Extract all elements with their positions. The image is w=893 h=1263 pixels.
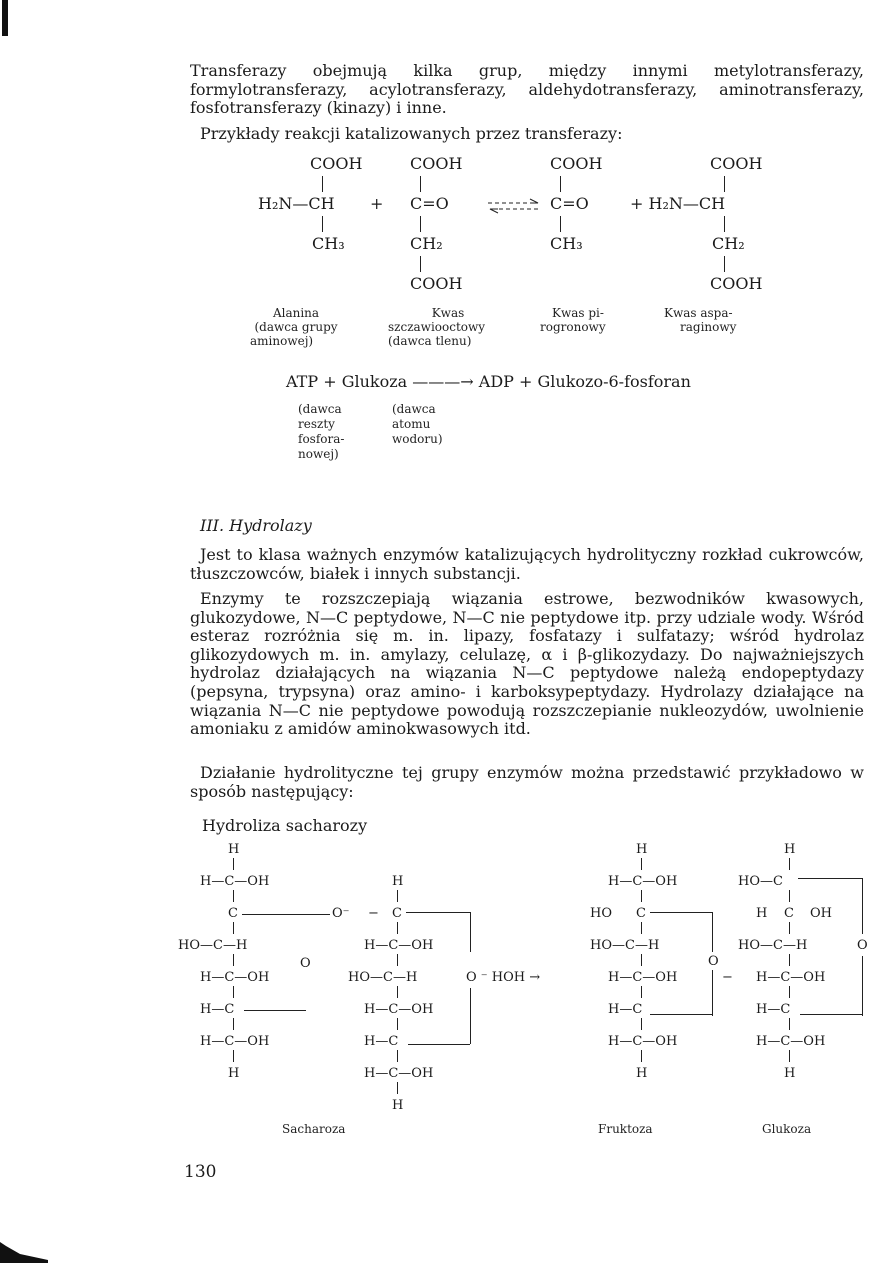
g-hoc: HO—C [738, 874, 783, 889]
caption-line: Kwas pi- [552, 306, 604, 320]
bond [712, 970, 713, 1016]
s2-hcoh-3: H—C—OH [364, 1066, 434, 1081]
g-ring-o: O [857, 938, 868, 953]
g-hoch: HO—C—H [738, 938, 808, 953]
oxaloacetate-c-o: C=O [410, 194, 449, 213]
aspartate-cooh-top: COOH [710, 154, 763, 173]
s2-hcoh-2: H—C—OH [364, 1002, 434, 1017]
bond [397, 922, 398, 934]
g-h: H [756, 906, 768, 921]
bond [724, 216, 725, 232]
g-hc: H—C [756, 1002, 791, 1017]
hydrolases-paragraph-3: Działanie hydrolityczne tej grupy enzymów można przedstawić przykładowo w sposób następujący: [190, 763, 864, 801]
caption-line: raginowy [680, 320, 737, 334]
bond [420, 176, 421, 192]
s1-h-bottom: H [228, 1066, 240, 1081]
f-hoch: HO—C—H [590, 938, 660, 953]
bond [233, 954, 234, 966]
g-hcoh: H—C—OH [756, 970, 826, 985]
caption-line: aminowej) [250, 334, 314, 348]
s2-o-hoh: O ⁻ HOH → [466, 970, 541, 985]
examples-heading: Przykłady reakcji katalizowanych przez transferazy: [200, 124, 623, 143]
bond [397, 890, 398, 902]
bond [420, 256, 421, 272]
g-h-bottom: H [784, 1066, 796, 1081]
bond [641, 1050, 642, 1062]
s2-hc: H—C [364, 1034, 399, 1049]
alanine-cooh: COOH [310, 154, 363, 173]
caption-kwas-pirogronowy [540, 306, 606, 334]
caption-line: szczawiooctowy [388, 320, 486, 334]
s1-hc: H—C [200, 1002, 235, 1017]
bond [470, 912, 471, 952]
alanine-h2n-ch: H₂N—CH [258, 194, 335, 213]
s1-hcoh-2: H—C—OH [200, 970, 270, 985]
s2-h-top: H [392, 874, 404, 889]
bond [397, 1082, 398, 1094]
hydrolysis-label: Hydroliza sacharozy [202, 816, 368, 835]
g-oh: OH [810, 906, 832, 921]
caption-line: rogronowy [540, 320, 606, 334]
bond [470, 988, 471, 1044]
bond [862, 956, 863, 1016]
bond [406, 912, 470, 913]
bond [641, 890, 642, 902]
caption-fruktoza: Fruktoza [598, 1122, 653, 1136]
bond [798, 878, 862, 879]
f-h-top: H [636, 842, 648, 857]
bond [242, 914, 330, 915]
f-h-bottom: H [636, 1066, 648, 1081]
caption-line: wodoru) [392, 432, 443, 446]
f-ring-o: O [708, 954, 719, 969]
caption-line: fosfora- [298, 432, 345, 446]
caption-line: reszty [298, 417, 335, 431]
bond [322, 176, 323, 192]
bond [397, 1050, 398, 1062]
bond [397, 1018, 398, 1030]
s1-o-link: O⁻ [332, 906, 350, 921]
bond [724, 256, 725, 272]
caption-line: (dawca tlenu) [388, 334, 472, 348]
bond [800, 1014, 862, 1015]
caption-line: (dawca grupy [254, 320, 338, 334]
section-title: III. Hydrolazy [200, 516, 312, 535]
s2-c-anomeric: C [392, 906, 402, 921]
bond [641, 1018, 642, 1030]
bond [789, 922, 790, 934]
bond [650, 1014, 712, 1015]
bond [397, 986, 398, 998]
s1-hoch: HO—C—H [178, 938, 248, 953]
bond [789, 954, 790, 966]
f-ho: HO [590, 906, 612, 921]
caption-glukoza: Glukoza [762, 1122, 812, 1136]
bond [724, 176, 725, 192]
caption-glukoza-donor [392, 402, 443, 447]
caption-line: Kwas [431, 306, 465, 320]
reaction-atp-glucose: ATP + Glukoza ———→ ADP + Glukozo-6-fosforan [286, 372, 691, 391]
bond [560, 216, 561, 232]
scan-mark-bottom-left [0, 1238, 60, 1263]
bond [641, 954, 642, 966]
pyruvate-c-o: C=O [550, 194, 589, 213]
aspartate-ch2: CH₂ [712, 234, 745, 253]
s2-minus: − [368, 906, 379, 921]
bond [641, 922, 642, 934]
bond [233, 1018, 234, 1030]
f-hc: H—C [608, 1002, 643, 1017]
pyruvate-cooh: COOH [550, 154, 603, 173]
f-minus: − [722, 970, 733, 985]
f-hcoh-3: H—C—OH [608, 1034, 678, 1049]
bond [712, 912, 713, 952]
bond [233, 986, 234, 998]
bond [233, 858, 234, 870]
bond [789, 890, 790, 902]
caption-line: atomu [392, 417, 431, 431]
caption-atp [298, 402, 344, 462]
s2-hcoh: H—C—OH [364, 938, 434, 953]
bond [233, 1050, 234, 1062]
caption-sacharoza: Sacharoza [282, 1122, 346, 1136]
alanine-ch3: CH₃ [312, 234, 345, 253]
bond [233, 922, 234, 934]
bond [789, 1018, 790, 1030]
aspartate-h2n-ch: + H₂N—CH [630, 194, 726, 213]
bond [789, 986, 790, 998]
pyruvate-ch3: CH₃ [550, 234, 583, 253]
s2-hoch: HO—C—H [348, 970, 418, 985]
bond [397, 954, 398, 966]
caption-line: Alanina [272, 306, 320, 320]
bond [650, 912, 712, 913]
oxaloacetate-ch2: CH₂ [410, 234, 443, 253]
bond [862, 878, 863, 934]
caption-alanina [250, 306, 342, 348]
bond [789, 1050, 790, 1062]
equilibrium-arrows [484, 196, 544, 216]
s1-c-anomeric: C [228, 906, 238, 921]
s1-hcoh-1: H—C—OH [200, 874, 270, 889]
caption-kwas-asparaginowy [664, 306, 736, 334]
bond [641, 986, 642, 998]
s1-h-top: H [228, 842, 240, 857]
caption-line: Kwas aspa- [664, 306, 733, 320]
caption-kwas-szczawiooctowy [388, 306, 498, 348]
bond [233, 890, 234, 902]
plus-sign-1: + [370, 194, 384, 213]
page-number: 130 [184, 1162, 217, 1182]
bond [560, 176, 561, 192]
caption-line: (dawca [392, 402, 436, 416]
bond [641, 858, 642, 870]
aspartate-cooh-bottom: COOH [710, 274, 763, 293]
hydrolases-paragraph-1: Jest to klasa ważnych enzymów katalizujących hydrolityczny rozkład cukrowców, tłuszczowców, białek i innych substancji. [190, 545, 864, 583]
f-hcoh-2: H—C—OH [608, 970, 678, 985]
intro-paragraph: Transferazy obejmują kilka grup, między innymi metylotransferazy, formylotransferazy, acylotransferazy, aldehydotransferazy, aminotransferazy, fosfotransferazy (kinazy) i inne. [190, 61, 864, 118]
g-c: C [784, 906, 794, 921]
bond [408, 1044, 470, 1045]
bond [322, 216, 323, 232]
scan-mark-top-left [2, 0, 8, 36]
g-h-top: H [784, 842, 796, 857]
bond [789, 858, 790, 870]
oxaloacetate-cooh-top: COOH [410, 154, 463, 173]
bond [420, 216, 421, 232]
f-hcoh: H—C—OH [608, 874, 678, 889]
oxaloacetate-cooh-bottom: COOH [410, 274, 463, 293]
s1-ring-o: O [300, 956, 311, 971]
s1-hcoh-3: H—C—OH [200, 1034, 270, 1049]
hydrolases-paragraph-2: Enzymy te rozszczepiają wiązania estrowe, bezwodników kwasowych, glukozydowe, N—C peptydowe, N—C nie peptydowe itp. przy udziale wody. Wśród esteraz rozróżnia się m. in. lipazy, fosfatazy i sulfatazy; wśród hydrolaz glikozydowych m. in. amylazy, celulazę, α i β-glikozydazy. Do najważniejszych hydrolaz działających na wiązania N—C peptydowe należą endopeptydazy (pepsyna, trypsyna) oraz amino- i karboksypeptydazy. Hydrolazy działające na wiązania N—C nie peptydowe powodują rozszczepianie nukleozydów, uwolnienie amoniaku z amidów aminokwasowych itd. [190, 589, 864, 739]
s2-h-bottom: H [392, 1098, 404, 1113]
caption-line: nowej) [298, 447, 339, 461]
caption-line: (dawca [298, 402, 342, 416]
f-c: C [636, 906, 646, 921]
g-hcoh-2: H—C—OH [756, 1034, 826, 1049]
bond [244, 1010, 306, 1011]
